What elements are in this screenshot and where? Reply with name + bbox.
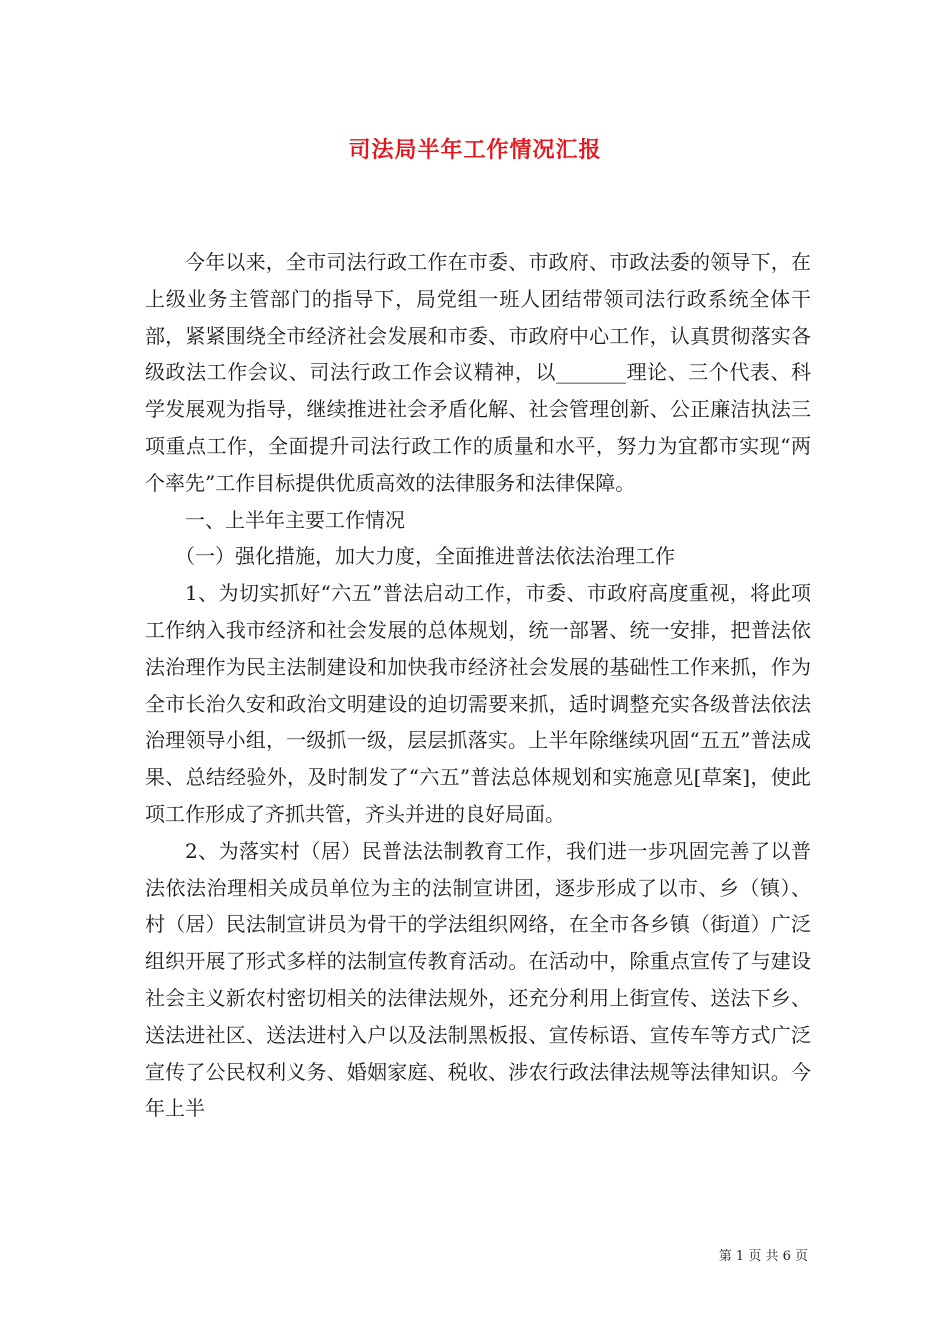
document-body bbox=[145, 244, 811, 1127]
paragraph-item-1: 1、为切实抓好“六五”普法启动工作，市委、市政府高度重视，将此项工作纳入我市经济和社会发展的总体规划，统一部署、统一安排，把普法依法治理作为民主法制建设和加快我市经济社会发展的基础性工作来抓，作为全市长治久安和政治文明建设的迫切需要来抓，适时调整充实各级普法依法治理领导小组，一级抓一级，层层抓落实。上半年除继续巩固“五五”普法成果、总结经验外，及时制发了“六五”普法总体规划和实施意见[草案]，使此项工作形成了齐抓共管，齐头并进的良好局面。 bbox=[145, 581, 811, 826]
paragraph-intro: 今年以来，全市司法行政工作在市委、市政府、市政法委的领导下，在上级业务主管部门的指导下，局党组一班人团结带领司法行政系统全体干部，紧紧围绕全市经济社会发展和市委、市政府中心工作，认真贯彻落实各级政法工作会议、司法行政工作会议精神，以_______理论、三个代表、科学发展观为指导，继续推进社会矛盾化解、社会管理创新、公正廉洁执法三项重点工作，全面提升司法行政工作的质量和水平，努力为宜都市实现“两个率先”工作目标提供优质高效的法律服务和法律保障。 bbox=[145, 250, 811, 495]
page-number-footer: 第 1 页 共 6 页 bbox=[718, 1249, 808, 1264]
document-title: 司法局半年工作情况汇报 bbox=[348, 137, 602, 163]
paragraph-item-2: 2、为落实村（居）民普法法制教育工作，我们进一步巩固完善了以普法依法治理相关成员单位为主的法制宣讲团，逐步形成了以市、乡（镇）、村（居）民法制宣讲员为骨干的学法组织网络，在全市各乡镇（街道）广泛组织开展了形式多样的法制宣传教育活动。在活动中，除重点宣传了与建设社会主义新农村密切相关的法律法规外，还充分利用上街宣传、送法下乡、送法进社区、送法进村入户以及法制黑板报、宣传标语、宣传车等方式广泛宣传了公民权利义务、婚姻家庭、税收、涉农行政法律法规等法律知识。今年上半 bbox=[145, 838, 811, 1121]
section-heading-1: 一、上半年主要工作情况 bbox=[185, 507, 405, 532]
subsection-heading-1: （一）强化措施，加大力度，全面推进普法依法治理工作 bbox=[175, 544, 675, 569]
